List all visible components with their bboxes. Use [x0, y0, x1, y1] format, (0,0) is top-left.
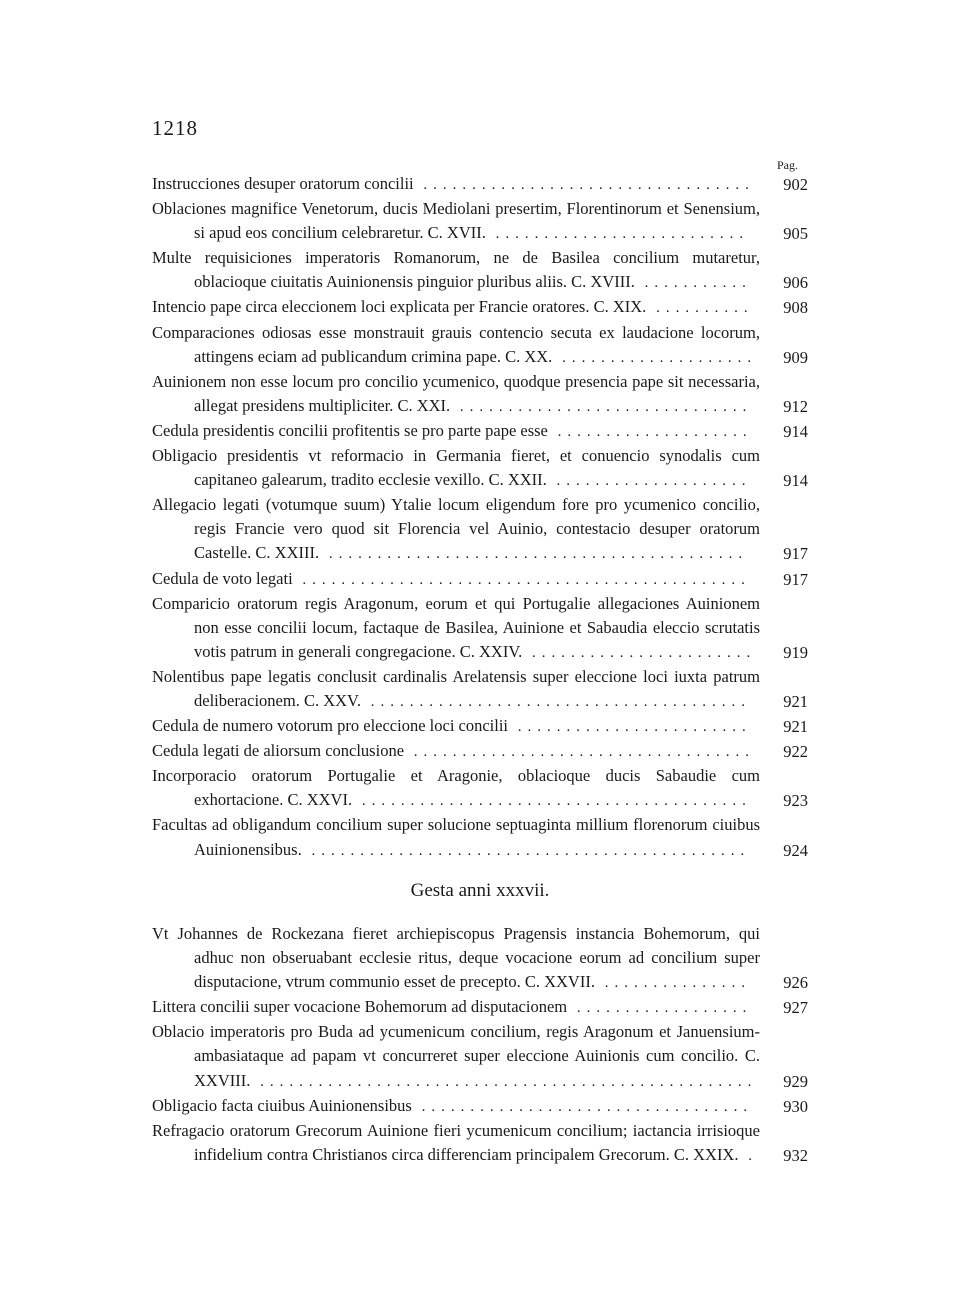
toc-entry-title: Obligacio facta ciuibus Auinionensibus — [152, 1095, 412, 1115]
pag-label: Pag. — [777, 158, 798, 172]
toc-entry-title: Oblacio imperatoris pro Buda ad ycumenicum concilium, regis Aragonum et Januensium-ambasiataque ad papam vt concurreret super eleccione Auinionis cum concilio. C. XXVIII. — [152, 1022, 760, 1090]
toc-entry — [152, 567, 808, 592]
toc-list — [152, 922, 808, 1168]
toc-entry-title: Cedula legati de aliorsum conclusione — [152, 741, 405, 761]
toc-entry — [152, 370, 808, 419]
dot-leader: .................... — [552, 349, 758, 366]
toc-entry — [152, 1020, 808, 1093]
toc-entry — [152, 1094, 808, 1119]
toc-entry-page: 926 — [783, 973, 808, 993]
toc-entry-title: Auinionem non esse locum pro concilio ycumenico, quodque presencia pape sit necessaria, allegat presidens multipliciter. C. XXI. — [152, 371, 760, 415]
toc-entry-page: 919 — [783, 642, 808, 662]
toc-list — [152, 172, 808, 863]
toc-entry-page: 921 — [783, 691, 808, 711]
toc-entry — [152, 1119, 808, 1168]
toc-entry — [152, 419, 808, 444]
toc-entry-page: 909 — [783, 347, 808, 367]
toc-entry-page: 905 — [783, 224, 808, 244]
toc-entry-title: Allegacio legati (votumque suum) Ytalie locum eligendum fore pro ycumenico concilio, regis Francie vero quod sit Florencia vel Auinio, contestacio desuper oratorum Castelle. C. XXIII. — [152, 495, 760, 563]
dot-leader: .................. — [567, 1000, 753, 1017]
toc-entry-title: Intencio pape circa eleccionem loci explicata per Francie oratores. C. XIX. — [152, 297, 647, 317]
toc-entry-title: Multe requisiciones imperatoris Romanorum, ne de Basilea concilium mutaretur, oblacioque ciuitatis Auinionensis pinguior pluribus aliis. C. XVIII. — [152, 248, 760, 292]
toc-entry — [152, 246, 808, 295]
toc-entry-page: 917 — [783, 544, 808, 564]
toc-entry-title: Vt Johannes de Rockezana fieret archiepiscopus Pragensis instancia Bohemorum, qui adhuc non obseruabant ecclesie ritus, deque vocacione eorum ad concilium super disputacione, vtrum communio esset de precepto. C. XXVII. — [152, 924, 760, 992]
toc-entry-title: Littera concilii super vocacione Bohemorum ad disputacionem — [152, 997, 568, 1017]
toc-entry-page: 932 — [783, 1145, 808, 1165]
toc-entry-page: 927 — [783, 998, 808, 1018]
toc-entry-page: 914 — [783, 471, 808, 491]
toc-entry — [152, 764, 808, 813]
toc-entry — [152, 172, 808, 197]
dot-leader: ................................................... — [250, 1073, 758, 1090]
toc-entry-page: 923 — [783, 791, 808, 811]
dot-leader: . — [738, 1147, 758, 1164]
dot-leader: .................................. — [411, 1098, 754, 1115]
toc-entry-title: Oblaciones magnifice Venetorum, ducis Mediolani presertim, Florentinorum et Senensium, si apud eos concilium celebraretur. C. XVII. — [152, 199, 760, 243]
toc-entry — [152, 714, 808, 739]
toc-entry — [152, 321, 808, 370]
toc-entry-title: Cedula presidentis concilii profitentis se pro parte pape esse — [152, 420, 548, 440]
toc-entry-page: 908 — [783, 298, 808, 318]
dot-leader: ........................................ — [352, 793, 752, 810]
toc-entry — [152, 444, 808, 493]
dot-leader: .............................. — [450, 398, 753, 415]
dot-leader: .......... — [646, 300, 754, 317]
dot-leader: ....................................... — [360, 693, 751, 710]
dot-leader: .......................... — [485, 226, 750, 243]
toc-entry-page: 906 — [783, 273, 808, 293]
toc-entry-page: 930 — [783, 1096, 808, 1116]
dot-leader: .................... — [547, 423, 753, 440]
dot-leader: ................................... — [404, 744, 756, 761]
dot-leader: .................................. — [413, 177, 755, 193]
page-number: 1218 — [152, 116, 198, 140]
toc-entry-page: 917 — [783, 569, 808, 589]
dot-leader: .................... — [546, 473, 752, 490]
toc-entry — [152, 197, 808, 246]
dot-leader: .............................................. — [292, 571, 751, 588]
dot-leader: ............................................. — [301, 842, 751, 859]
dot-leader: ........... — [634, 275, 752, 292]
toc-entry — [152, 295, 808, 320]
dot-leader: ........................................... — [319, 546, 749, 563]
toc-entry — [152, 922, 808, 995]
dot-leader: ....................... — [522, 644, 757, 661]
toc-entry — [152, 813, 808, 862]
toc-entry-page: 914 — [783, 421, 808, 441]
toc-entry-page: 922 — [783, 742, 808, 762]
toc-entry-title: Instrucciones desuper oratorum concilii — [152, 174, 414, 193]
toc-entry-page: 929 — [783, 1071, 808, 1091]
toc-entry-title: Comparicio oratorum regis Aragonum, eorum et qui Portugalie allegaciones Auinionem non esse concilii locum, factaque de Basilea, Auinione et Sabaudia eleccio scrutatis votis patrum in generali congregacione. C. XXIV. — [152, 593, 760, 661]
toc-entry-title: Cedula de numero votorum pro eleccione loci concilii — [152, 716, 509, 736]
section-heading: Gesta anni xxxvii. — [410, 880, 550, 901]
toc-entry — [152, 592, 808, 665]
toc-entry-title: Facultas ad obligandum concilium super solucione septuaginta millium florenorum ciuibus Auinionensibus. — [152, 815, 760, 859]
toc-entry — [152, 493, 808, 566]
toc-entry-title: Comparaciones odiosas esse monstrauit grauis contencio secuta ex laudacione locorum, attingens eciam ad publicandum crimina pape. C. XX. — [152, 322, 760, 366]
toc-entry-title: Cedula de voto legati — [152, 568, 293, 588]
toc-entry — [152, 665, 808, 714]
toc-entry-page: 921 — [783, 717, 808, 737]
toc-entry-title: Refragacio oratorum Grecorum Auinione fieri ycumenicum concilium; iactancia irrisioque infidelium contra Christianos circa differenciam principalem Grecorum. C. XXIX. — [152, 1120, 760, 1164]
dot-leader: ............... — [594, 975, 751, 992]
toc-entry-title: Nolentibus pape legatis conclusit cardinalis Arelatensis super eleccione loci iuxta patrum deliberacionem. C. XXV. — [152, 666, 760, 710]
toc-entry-page: 902 — [783, 175, 808, 194]
dot-leader: ........................ — [508, 719, 752, 736]
toc-entry-title: Obligacio presidentis vt reformacio in Germania fieret, et conuencio synodalis cum capitaneo galearum, tradito ecclesie vexillo. C. XXII. — [152, 446, 760, 490]
toc-entry — [152, 995, 808, 1020]
toc-entry — [152, 739, 808, 764]
toc-entry-page: 924 — [783, 840, 808, 860]
toc-entry-title: Incorporacio oratorum Portugalie et Aragonie, oblacioque ducis Sabaudie cum exhortacione. C. XXVI. — [152, 766, 760, 810]
toc-entry-page: 912 — [783, 396, 808, 416]
